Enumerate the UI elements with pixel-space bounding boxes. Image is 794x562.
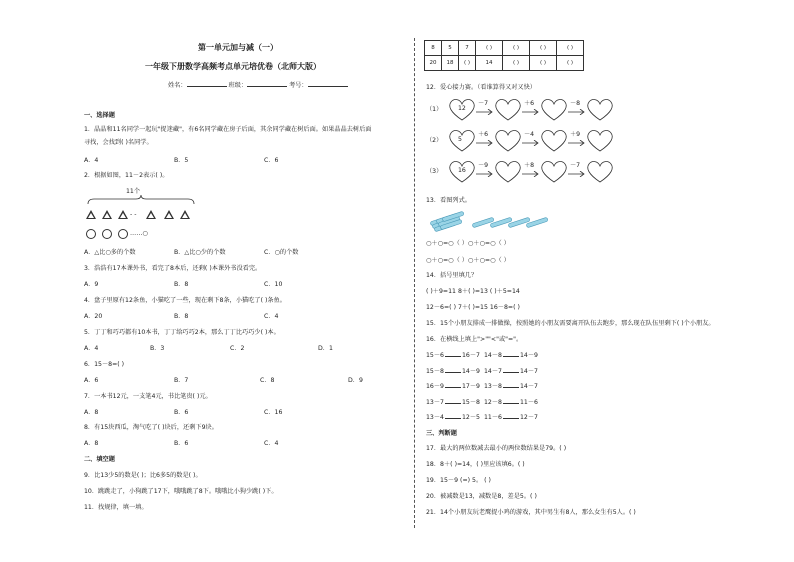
heart-icon[interactable] <box>494 129 524 153</box>
arrow-icon <box>476 109 494 115</box>
chain-operation: －8 <box>570 100 581 107</box>
heart-icon[interactable] <box>586 129 616 153</box>
q3-text: 3．浩浩有17本课外书，看完了8本后，还剩( )本课外书没看完。 <box>84 265 262 272</box>
q1-option-b: B．5 <box>174 157 189 164</box>
triangle-icon <box>164 210 174 219</box>
compare-item <box>426 399 480 407</box>
q4-text: 4．盘子里原有12条鱼，小猫吃了一些，现在剩下8条，小猫吃了( )条鱼。 <box>84 297 286 304</box>
compare-left: 14－8 <box>484 352 502 359</box>
chain-operation: ＋6 <box>478 131 489 138</box>
q5-text: 5．丁丁和巧巧都有10本书，丁丁给巧巧2本，那么丁丁比巧巧少( )本。 <box>84 329 280 336</box>
grid-cell: 7 <box>459 41 476 56</box>
chain-label: （3） <box>426 168 443 175</box>
ellipsis-dash: - - <box>130 211 137 218</box>
grid-cell: 18 <box>442 56 459 71</box>
q13-line-2: ○＋○=○（ ）○＋○=○（ ） <box>426 257 510 264</box>
compare-blank[interactable] <box>445 418 461 419</box>
compare-item <box>484 352 538 360</box>
q1-text: 1．晶晶和11名同学一起玩"捉迷藏"，有6名同学藏在房子后面，其余同学藏在树后面。如果晶晶去树后面 <box>84 126 372 133</box>
chain-operation: ＋9 <box>570 131 581 138</box>
triangle-icon <box>180 210 190 219</box>
arrow-icon <box>568 109 586 115</box>
circle-icon <box>102 229 112 239</box>
q8-text: 8．有15块西瓜，淘气吃了( )块后，还剩下9块。 <box>84 424 218 431</box>
q14-text: 14．括号里填几？ <box>426 272 478 279</box>
section-judge: 三、判断题 <box>426 430 457 437</box>
compare-right: 17－9 <box>462 383 480 390</box>
q6-text: 6．15－8=( ) <box>84 361 125 368</box>
triangle-icon <box>86 210 96 219</box>
q4-option-b: B．8 <box>174 313 189 320</box>
compare-left: 14－7 <box>484 367 502 375</box>
chain-operation: ＋6 <box>524 100 535 107</box>
q13-line-1: ○＋○=○（ ）○＋○=○（ ） <box>426 240 510 247</box>
compare-right: 14－7 <box>520 367 538 375</box>
q4-option-a: A．20 <box>84 313 103 320</box>
arrow-icon <box>476 171 494 177</box>
q7-option-b: B．6 <box>174 409 189 416</box>
grid-cell[interactable]: ( ) <box>557 41 584 56</box>
arrow-icon <box>522 171 540 177</box>
compare-left: 15－6 <box>426 352 444 359</box>
q8-option-a: A．8 <box>84 440 99 447</box>
q19-text: 19．15－9 (=) 5。 ( ) <box>426 477 491 484</box>
grid-cell[interactable]: ( ) <box>503 56 530 71</box>
chain-start-number: 16 <box>458 167 466 174</box>
chain-label: （1） <box>426 106 443 113</box>
grid-cell[interactable]: ( ) <box>557 56 584 71</box>
worksheet-title: 第一单元加与减（一） <box>198 43 278 52</box>
compare-blank[interactable] <box>503 356 519 357</box>
q10-text: 10．跳跳走了，小狗跳了17下，哦哦跳了8下。哦哦比小狗少跳( )下。 <box>84 488 278 495</box>
q11-text: 11．找规律，填一填。 <box>84 504 148 511</box>
compare-left: 15－8 <box>426 367 444 375</box>
circle-icon <box>118 229 128 239</box>
pattern-grid <box>424 40 584 71</box>
compare-item <box>484 368 538 376</box>
q7-option-c: C．16 <box>264 409 283 416</box>
chain-operation: －7 <box>478 100 489 107</box>
name-label: 姓名： <box>168 82 187 89</box>
q3-option-c: C．10 <box>264 281 283 288</box>
q2-text: 2．根据如图，11－2表示( )。 <box>84 172 169 179</box>
arrow-icon <box>568 140 586 146</box>
compare-right: 12－7 <box>520 414 538 421</box>
compare-left: 13－4 <box>426 414 444 421</box>
q4-option-c: C．4 <box>264 313 279 320</box>
q16-text: 16．在横线上填上">""<"或"="。 <box>426 336 523 343</box>
compare-left: 11－6 <box>484 414 502 421</box>
triangle-icon <box>118 210 128 219</box>
q21-text: 21．14个小朋友玩老鹰捉小鸡的游戏，其中男生有8人，那么女生有5人。( ) <box>426 509 636 516</box>
compare-item <box>484 414 538 422</box>
q7-text: 7．一本书12元，一支笔4元，书比笔贵( )元。 <box>84 393 212 400</box>
compare-right: 11－6 <box>520 398 538 406</box>
heart-icon[interactable] <box>494 98 524 122</box>
worksheet-subtitle: 一年级下册数学高频考点单元培优卷（北师大版） <box>145 62 321 71</box>
grid-cell[interactable]: ( ) <box>530 56 557 71</box>
compare-right: 14－7 <box>520 383 538 390</box>
q6-option-d: D．9 <box>348 377 363 384</box>
q8-option-c: C．4 <box>264 440 279 447</box>
q3-option-b: B．8 <box>174 281 189 288</box>
ellipsis-dots: ……○ <box>130 230 148 237</box>
section-fill: 二、填空题 <box>84 456 115 463</box>
heart-icon[interactable] <box>540 129 570 153</box>
q3-option-a: A．9 <box>84 281 99 288</box>
compare-left: 12－8 <box>484 398 502 406</box>
column-divider <box>414 38 415 528</box>
compare-item <box>426 352 480 360</box>
class-label: 班级： <box>228 82 248 89</box>
heart-icon[interactable] <box>586 98 616 122</box>
grid-cell[interactable]: ( ) <box>459 56 476 71</box>
circle-icon <box>86 229 96 239</box>
heart-icon[interactable] <box>540 160 570 184</box>
q1-option-c: C．6 <box>264 157 279 164</box>
id-label: 考号： <box>289 82 308 89</box>
compare-left: 16－9 <box>426 383 444 390</box>
chain-operation: ＋8 <box>524 162 535 169</box>
q12-text: 12．爱心接力赛。（看谁算得又对又快） <box>426 84 536 91</box>
arrow-icon <box>568 171 586 177</box>
compare-left: 13－8 <box>484 383 502 390</box>
triangle-icon <box>146 210 156 219</box>
grid-cell: 14 <box>476 56 503 71</box>
q6-option-b: B．7 <box>174 377 189 384</box>
q6-option-a: A．6 <box>84 377 99 384</box>
chain-operation: －4 <box>524 131 535 138</box>
grid-cell: 5 <box>442 41 459 56</box>
arrow-icon <box>476 140 494 146</box>
q14-line-1: ( )＋9=11 8＋( )=13 ( )＋5=14 <box>426 288 520 295</box>
q2-brace-label: 11个 <box>126 188 141 195</box>
q20-text: 20．被减数是13，减数是8，差是5。( ) <box>426 493 537 500</box>
q2-option-b: B．△比○少的个数 <box>174 249 226 256</box>
compare-blank[interactable] <box>445 356 461 357</box>
q7-option-a: A．8 <box>84 409 99 416</box>
grid-cell[interactable]: ( ) <box>476 41 503 56</box>
chain-label: （2） <box>426 137 443 144</box>
compare-blank[interactable] <box>445 372 461 373</box>
compare-blank[interactable] <box>445 387 461 388</box>
q5-option-b: B．3 <box>150 345 165 352</box>
compare-item <box>484 399 538 407</box>
compare-left: 13－7 <box>426 398 444 406</box>
q5-option-c: C．2 <box>230 345 245 352</box>
compare-right: 14－9 <box>462 367 480 375</box>
grid-cell[interactable]: ( ) <box>503 41 530 56</box>
compare-blank[interactable] <box>503 387 519 388</box>
compare-right: 15－8 <box>462 398 480 406</box>
q6-option-c: C．8 <box>260 377 275 384</box>
heart-icon[interactable] <box>540 98 570 122</box>
compare-item <box>426 414 480 422</box>
q1-option-a: A．4 <box>84 157 99 164</box>
chain-start-number: 5 <box>458 136 462 143</box>
arrow-icon <box>522 140 540 146</box>
q17-text: 17．最大的两位数减去最小的两位数结果是79。( ) <box>426 445 567 452</box>
compare-right: 14－9 <box>520 352 538 359</box>
q2-brace <box>86 195 196 205</box>
grid-cell[interactable]: ( ) <box>530 41 557 56</box>
q2-option-a: A．△比○多的个数 <box>84 249 136 256</box>
compare-right: 12－5 <box>462 414 480 421</box>
compare-item <box>426 383 480 391</box>
q2-option-c: C．○的个数 <box>264 249 299 256</box>
compare-blank[interactable] <box>503 403 519 404</box>
grid-cell: 20 <box>425 56 442 71</box>
info-line <box>168 82 348 90</box>
pattern-row <box>425 56 584 71</box>
q5-option-d: D．1 <box>318 345 333 352</box>
q14-line-2: 12－6=( ) 7＋( )=15 16－8=( ) <box>426 304 520 311</box>
compare-item <box>484 383 538 391</box>
compare-right: 16－7 <box>462 352 480 359</box>
heart-icon <box>448 129 478 153</box>
heart-icon[interactable] <box>494 160 524 184</box>
chain-operation: －7 <box>570 162 581 169</box>
q8-option-b: B．6 <box>174 440 189 447</box>
q13-text: 13．看图列式。 <box>426 197 471 204</box>
q1-text-2: 寻找，会找到( )名同学。 <box>84 139 153 146</box>
compare-item <box>426 368 480 376</box>
pattern-row <box>425 41 584 56</box>
section-choice: 一、选择题 <box>84 112 115 119</box>
q15-text: 15．15个小朋友排成一排做操，按照她的小朋友需要离开队伍去跑步，那么现在队伍里剩下( )个小朋友。 <box>426 320 715 327</box>
chain-operation: －9 <box>478 162 489 169</box>
q18-text: 18．8＋( )=14，( )里应该填6。( ) <box>426 461 525 468</box>
sticks-bundle-image <box>428 208 558 234</box>
arrow-icon <box>522 109 540 115</box>
q5-option-a: A．4 <box>84 345 99 352</box>
compare-blank[interactable] <box>503 418 519 419</box>
compare-blank[interactable] <box>445 403 461 404</box>
triangle-icon <box>102 210 112 219</box>
q9-text: 9．比13少5的数是( )；比6多5的数是( )。 <box>84 472 202 479</box>
compare-blank[interactable] <box>503 372 519 373</box>
grid-cell: 8 <box>425 41 442 56</box>
heart-icon[interactable] <box>586 160 616 184</box>
chain-start-number: 12 <box>458 105 466 112</box>
